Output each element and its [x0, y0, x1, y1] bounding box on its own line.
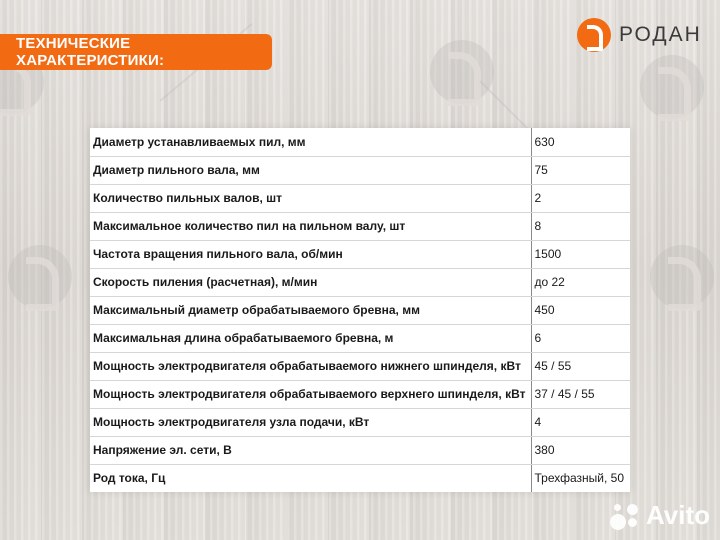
spec-value: 1500 [531, 240, 630, 268]
spec-row [90, 184, 630, 212]
section-banner [0, 34, 272, 70]
spec-row [90, 296, 630, 324]
brand-logo [577, 16, 702, 54]
spec-label: Частота вращения пильного вала, об/мин [90, 240, 531, 268]
avito-text: Avito [646, 500, 711, 530]
spec-row [90, 324, 630, 352]
brand-name: РОДАН [619, 23, 702, 46]
spec-row [90, 380, 630, 408]
rodan-logo-icon [577, 18, 611, 52]
spec-label: Напряжение эл. сети, В [90, 436, 531, 464]
spec-value: 380 [531, 436, 630, 464]
watermark-logo-icon [640, 55, 704, 119]
spec-row [90, 268, 630, 296]
spec-label: Максимальный диаметр обрабатываемого бревна, мм [90, 296, 531, 324]
watermark-logo-icon [650, 245, 714, 309]
spec-value: до 22 [531, 268, 630, 296]
spec-label: Род тока, Гц [90, 464, 531, 492]
spec-label: Максимальное количество пил на пильном валу, шт [90, 212, 531, 240]
spec-label: Диаметр пильного вала, мм [90, 156, 531, 184]
spec-value: 4 [531, 408, 630, 436]
spec-row [90, 128, 630, 156]
spec-row [90, 464, 630, 492]
spec-value: 2 [531, 184, 630, 212]
watermark-logo-icon [8, 245, 72, 309]
spec-row [90, 352, 630, 380]
spec-row [90, 436, 630, 464]
spec-value: 630 [531, 128, 630, 156]
spec-row [90, 240, 630, 268]
spec-value: 45 / 55 [531, 352, 630, 380]
spec-label: Мощность электродвигателя узла подачи, кВт [90, 408, 531, 436]
spec-value: Трехфазный, 50 [534, 471, 624, 486]
spec-value: 37 / 45 / 55 [531, 380, 630, 408]
avito-logo-icon [610, 502, 642, 530]
specifications-table [90, 128, 630, 492]
spec-row [90, 408, 630, 436]
spec-row [90, 212, 630, 240]
spec-label: Мощность электродвигателя обрабатываемого верхнего шпинделя, кВт [90, 380, 531, 408]
spec-label: Мощность электродвигателя обрабатываемого нижнего шпинделя, кВт [90, 352, 531, 380]
section-title: ТЕХНИЧЕСКИЕ ХАРАКТЕРИСТИКИ: [16, 35, 165, 69]
avito-watermark [610, 500, 710, 531]
spec-value: 450 [531, 296, 630, 324]
spec-value: 75 [531, 156, 630, 184]
spec-value: 8 [531, 212, 630, 240]
spec-label: Диаметр устанавливаемых пил, мм [90, 128, 531, 156]
spec-label: Максимальная длина обрабатываемого бревна, м [90, 324, 531, 352]
watermark-logo-icon [430, 40, 494, 104]
spec-row [90, 156, 630, 184]
spec-label: Количество пильных валов, шт [90, 184, 531, 212]
spec-label: Скорость пиления (расчетная), м/мин [90, 268, 531, 296]
spec-value: 6 [531, 324, 630, 352]
